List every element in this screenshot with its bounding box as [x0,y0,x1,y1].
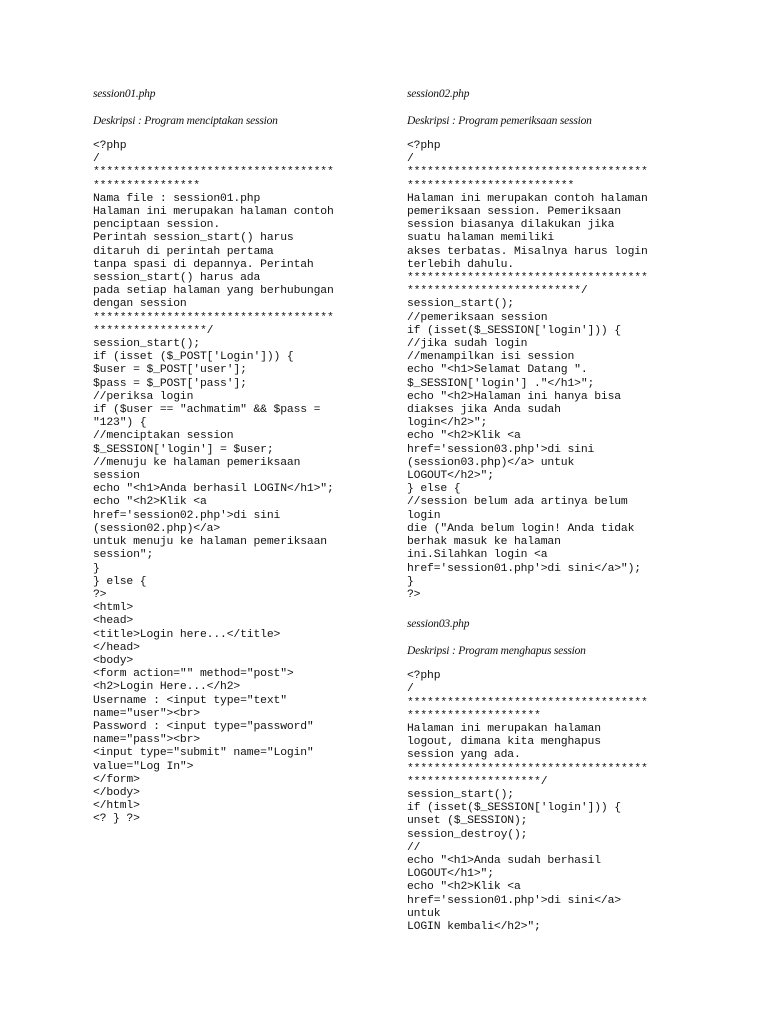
session01-code: <?php / ************************************ **************** Nama file : session01.php Halaman ini merupakan halaman contoh penciptaan session. Perintah session_start() harus ditaruh di perintah pertama tanpa spasi di depannya. Perintah session_start() harus ada pada setiap halaman yang berhubungan dengan session ************************************ *****************/ session_start(); if (isset ($_POST['Login'])) { $user = $_POST['user']; $pass = $_POST['pass']; //periksa login if ($user == "achmatim" && $pass = "123") { //menciptakan session $_SESSION['login'] = $user; //menuju ke halaman pemeriksaan session echo "<h1>Anda berhasil LOGIN</h1>"; echo "<h2>Klik <a href='session02.php'>di sini (session02.php)</a> untuk menuju ke halaman pemeriksaan session"; } } else { ?> <html> <head> <title>Login here...</title> </head> <body> <form action="" method="post"> <h2>Login Here...</h2> Username : <input type="text" name="user"><br> Password : <input type="password" name="pass"><br> <input type="submit" name="Login" value="Log In"> </form> </body> </html> <? } ?> [93,140,334,826]
session01-title: session01.php [93,88,156,100]
session02-title: session02.php [407,88,470,100]
session02-description: Deskripsi : Program pemeriksaan session [407,115,592,127]
session03-code: <?php / ************************************ ******************** Halaman ini merupakan halaman logout, dimana kita menghapus session yang ada. ************************************ ********************/ session_start(); if (isset($_SESSION['login'])) { unset ($_SESSION); session_destroy(); // echo "<h1>Anda sudah berhasil LOGOUT</h1>"; echo "<h2>Klik <a href='session01.php'>di sini</a> untuk LOGIN kembali</h2>"; [407,670,648,933]
session02-code: <?php / ************************************ ************************* Halaman ini merupakan contoh halaman pemeriksaan session. Pemeriksaan session biasanya dilakukan jika suatu halaman memiliki akses terbatas. Misalnya harus login terlebih dahulu. ************************************ **************************/ session_start(); //pemeriksaan session if (isset($_SESSION['login'])) { //jika sudah login //menampilkan isi session echo "<h1>Selamat Datang ". $_SESSION['login'] ."</h1>"; echo "<h2>Halaman ini hanya bisa diakses jika Anda sudah login</h2>"; echo "<h2>Klik <a href='session03.php'>di sini (session03.php)</a> untuk LOGOUT</h2>"; } else { //session belum ada artinya belum login die ("Anda belum login! Anda tidak berhak masuk ke halaman ini.Silahkan login <a href='session01.php'>di sini</a>"); } ?> [407,140,648,601]
session01-description: Deskripsi : Program menciptakan session [93,115,278,127]
left-column [93,86,383,827]
session03-description: Deskripsi : Program menghapus session [407,645,586,658]
section-spacer [407,602,707,616]
right-column [407,86,707,934]
session03-title: session03.php [407,618,470,631]
